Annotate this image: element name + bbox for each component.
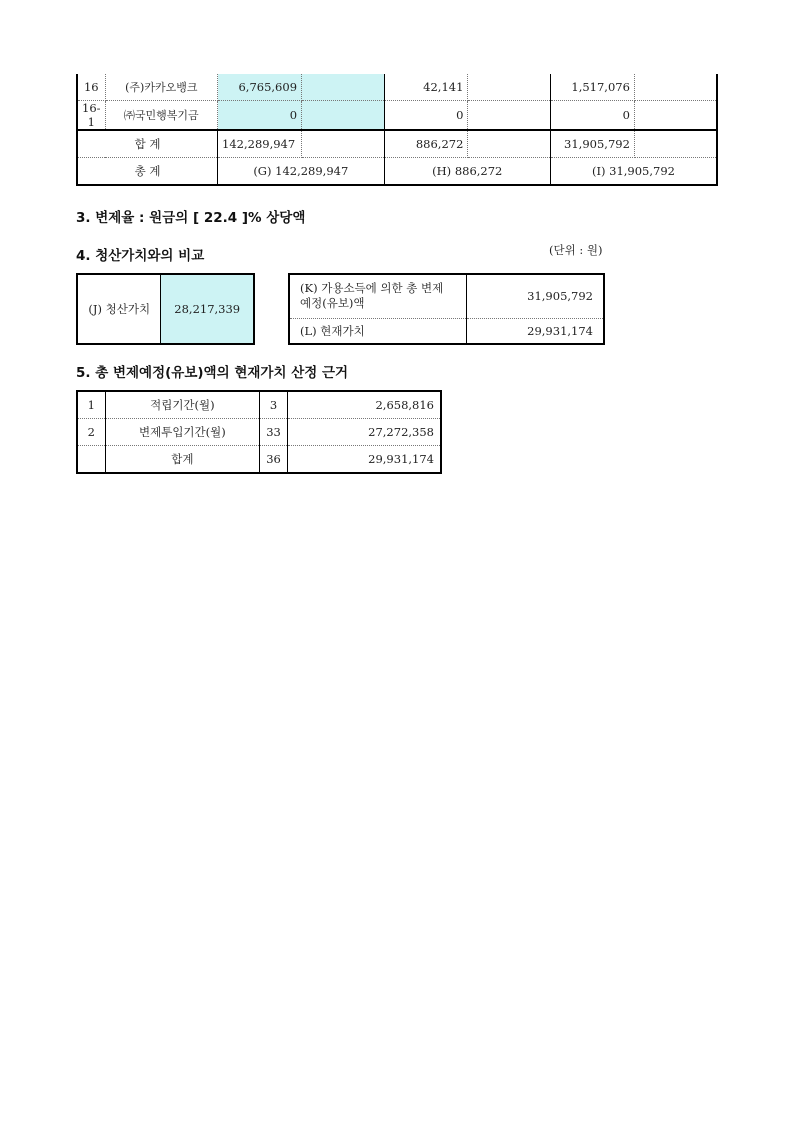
sum-amount: 29,931,174 [368,452,434,466]
table-row [77,74,717,101]
months-cell: 3 [260,391,288,419]
blank-cell [302,101,385,131]
total-i: (I) 31,905,792 [591,164,675,178]
table-row [77,101,717,131]
liquidation-value-table [76,273,255,345]
blank-cell [468,130,551,158]
row-number: 16 [77,74,105,101]
j-value: 28,217,339 [161,274,254,344]
blank-cell [468,74,551,101]
table-row [77,391,441,419]
section3-title: 3. 변제율 : 원금의 [ 22.4 ]% 상당액 [76,210,306,226]
sum-row [77,130,717,158]
section5-title: 5. 총 변제예정(유보)액의 현재가치 산정 근거 [76,365,349,381]
sum-principal: 142,289,947 [218,130,302,158]
principal-cell: 6,765,609 [218,74,302,101]
j-label: (J) 청산가치 [77,274,161,344]
total-g: (G) 142,289,947 [218,158,385,186]
blank-cell [634,101,717,131]
blank-cell [77,446,105,474]
total-h: (H) 886,272 [384,158,550,186]
sum-months: 36 [260,446,288,474]
creditor-name: (주)카카오뱅크 [105,74,218,101]
row-number: 1 [77,391,105,419]
unit-label: (단위 : 원) [549,243,603,257]
l-value: 29,931,174 [527,323,593,338]
k-value: 31,905,792 [466,274,604,318]
present-value-compare-table [288,273,605,345]
amount-cell: 2,658,816 [287,391,441,419]
blank-cell [634,130,717,158]
interest-cell: 0 [384,101,468,131]
months-cell: 33 [260,419,288,446]
blank-cell [634,74,717,101]
repay-cell: 1,517,076 [550,74,634,101]
blank-cell [302,130,385,158]
sum-repay: 31,905,792 [550,130,634,158]
k-label: (K) 가용소득에 의한 총 변제 예정(유보)액 [289,274,466,318]
sum-interest: 886,272 [384,130,468,158]
total-label: 총 계 [77,158,218,186]
table-row [77,419,441,446]
debt-summary-table [76,74,718,186]
present-value-basis-table [76,390,442,474]
row-number: 16-1 [77,101,105,131]
sum-label: 합계 [105,446,260,474]
blank-cell [468,101,551,131]
row-number: 2 [77,419,105,446]
period-label: 변제투입기간(월) [105,419,260,446]
sum-row [77,446,441,474]
total-row [77,158,717,186]
interest-cell: 42,141 [384,74,468,101]
blank-cell [302,74,385,101]
repay-cell: 0 [550,101,634,131]
sum-label: 합 계 [77,130,218,158]
amount-cell: 27,272,358 [287,419,441,446]
principal-cell: 0 [218,101,302,131]
creditor-name: ㈜국민행복기금 [105,101,218,131]
l-label: (L) 현재가치 [289,318,466,344]
section4-title: 4. 청산가치와의 비교 [76,248,205,264]
period-label: 적립기간(월) [105,391,260,419]
